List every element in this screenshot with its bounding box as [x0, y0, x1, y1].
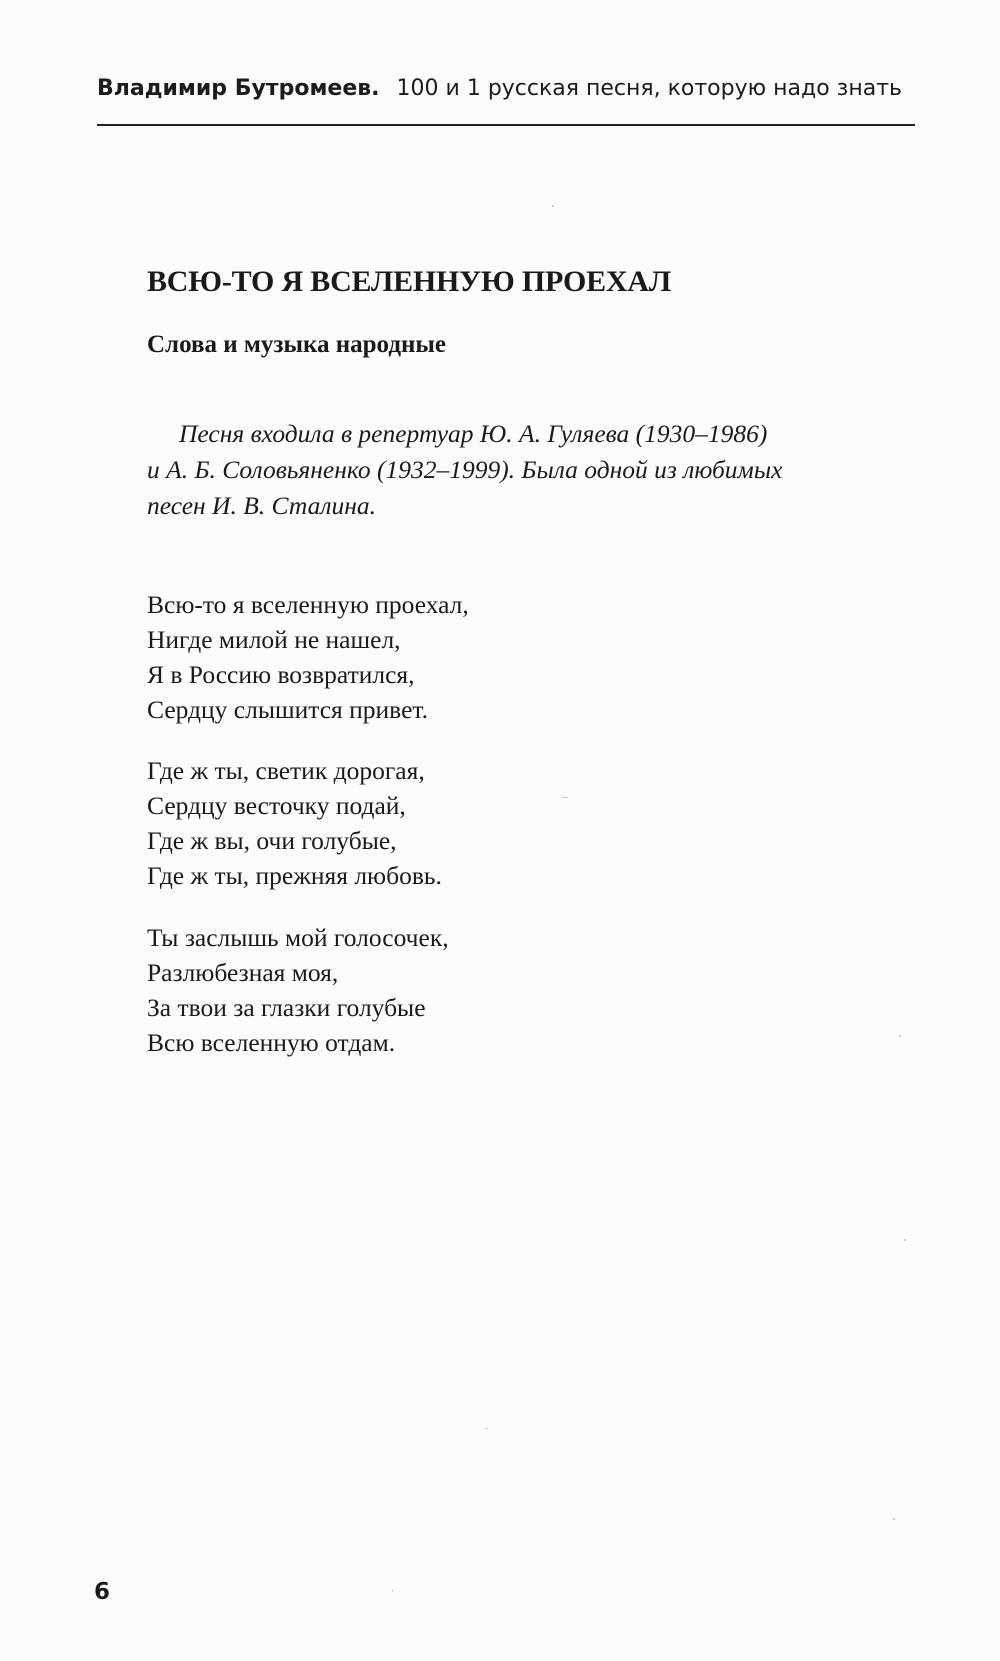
page-number: 6 [94, 1579, 111, 1605]
scan-speck [562, 797, 568, 798]
scan-speck [552, 205, 554, 207]
note-line: Песня входила в репертуар Ю. А. Гуляева (1930–1986) [179, 419, 768, 448]
note-line: песен И. В. Сталина. [147, 491, 377, 520]
running-header [97, 76, 915, 126]
verse-line: Ты заслышь мой голосочек, [147, 923, 449, 952]
verse-line: Где ж ты, светик дорогая, [147, 756, 425, 785]
verse-1 [147, 587, 469, 727]
verse-3 [147, 920, 449, 1060]
header-book-title: 100 и 1 русская песня, которую надо знать [396, 76, 902, 101]
scan-speck [899, 1035, 901, 1037]
scan-speck [904, 1239, 906, 1241]
scan-speck [485, 1428, 488, 1429]
song-note [147, 416, 887, 524]
verse-line: Я в Россию возвратился, [147, 660, 415, 689]
song-credits: Слова и музыка народные [147, 331, 446, 358]
note-line: и А. Б. Соловьяненко (1932–1999). Была одной из любимых [147, 455, 783, 484]
verse-line: Всю вселенную отдам. [147, 1028, 396, 1057]
header-author: Владимир Бутромеев. [97, 76, 380, 101]
verse-line: Где ж вы, очи голубые, [147, 826, 397, 855]
verse-line: Где ж ты, прежняя любовь. [147, 861, 442, 890]
verse-line: Сердцу весточку подай, [147, 791, 406, 820]
verse-line: Нигде милой не нашел, [147, 625, 401, 654]
scan-speck [392, 1589, 393, 1592]
verse-line: Разлюбезная моя, [147, 958, 339, 987]
verse-2 [147, 753, 442, 893]
scan-speck [893, 1518, 895, 1520]
verse-line: За твои за глазки голубые [147, 993, 426, 1022]
header-rule [97, 124, 915, 126]
song-title: ВСЮ-ТО Я ВСЕЛЕННУЮ ПРОЕХАЛ [147, 265, 671, 298]
verse-line: Сердцу слышится привет. [147, 695, 428, 724]
verse-line: Всю-то я вселенную проехал, [147, 590, 469, 619]
